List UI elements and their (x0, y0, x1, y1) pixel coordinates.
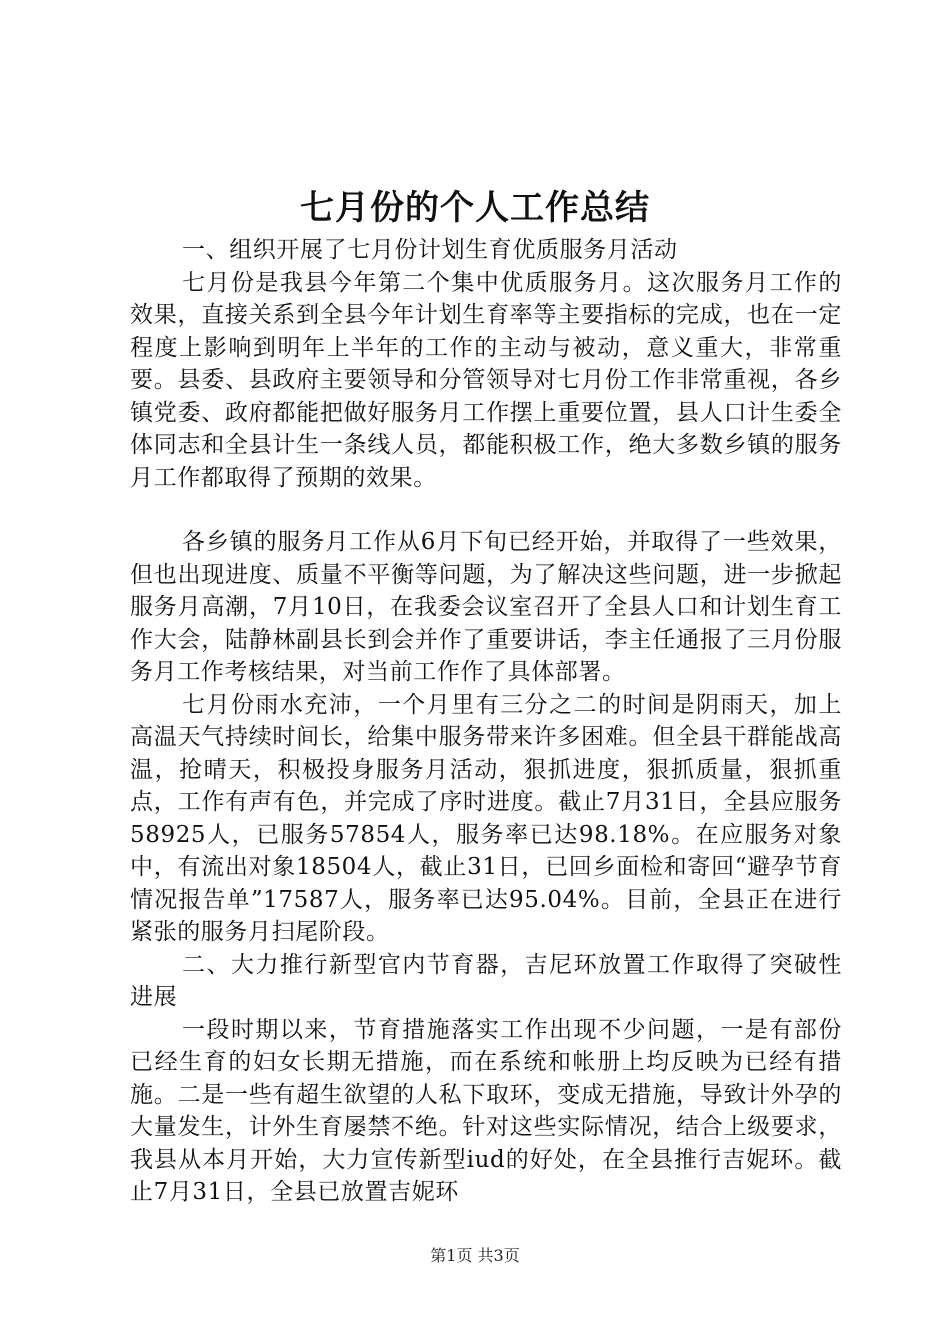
paragraph-4: 一段时期以来，节育措施落实工作出现不少问题，一是有部份已经生育的妇女长期无措施，而在系统和帐册上均反映为已经有措施。二是一些有超生欲望的人私下取环，变成无措施，导致计外孕的大量发生，计外生育屡禁不绝。针对这些实际情况，结合上级要求，我县从本月开始，大力宣传新型iud的好处，在全县推行吉妮环。截止7月31日，全县已放置吉妮环 (130, 1016, 842, 1205)
section-heading-1: 一、组织开展了七月份计划生育优质服务月活动 (182, 237, 678, 263)
paragraph-2: 各乡镇的服务月工作从6月下旬已经开始，并取得了一些效果，但也出现进度、质量不平衡等问题，为了解决这些问题，进一步掀起服务月高潮，7月10日，在我委会议室召开了全县人口和计划生育工作大会，陆静林副县长到会并作了重要讲话，李主任通报了三月份服务月工作考核结果，对当前工作作了具体部署。 (130, 529, 842, 685)
paragraph-1: 七月份是我县今年第二个集中优质服务月。这次服务月工作的效果，直接关系到全县今年计划生育率等主要指标的完成，也在一定程度上影响到明年上半年的工作的主动与被动，意义重大，非常重要。县委、县政府主要领导和分管领导对七月份工作非常重视，各乡镇党委、政府都能把做好服务月工作摆上重要位置，县人口计生委全体同志和全县计生一条线人员，都能积极工作，绝大多数乡镇的服务月工作都取得了预期的效果。 (130, 269, 842, 491)
paragraph-gap (130, 494, 842, 526)
section-heading-2: 二、大力推行新型官内节育器，吉尼环放置工作取得了突破性进展 (130, 951, 842, 1010)
document-title: 七月份的个人工作总结 (300, 188, 650, 228)
paragraph-3: 七月份雨水充沛，一个月里有三分之二的时间是阴雨天，加上高温天气持续时间长，给集中服务带来许多困难。但全县干群能战高温，抢晴天，积极投身服务月活动，狠抓进度，狠抓质量，狠抓重点，工作有声有色，并完成了序时进度。截止7月31日，全县应服务58925人，已服务57854人，服务率已达98.18%。在应服务对象中，有流出对象18504人，截止31日，已回乡面检和寄回“避孕节育情况报告单”17587人，服务率已达95.04%。目前，全县正在进行紧张的服务月扫尾阶段。 (130, 691, 842, 945)
page-footer: 第1页 共3页 (430, 1246, 520, 1265)
document-body (130, 234, 842, 1209)
